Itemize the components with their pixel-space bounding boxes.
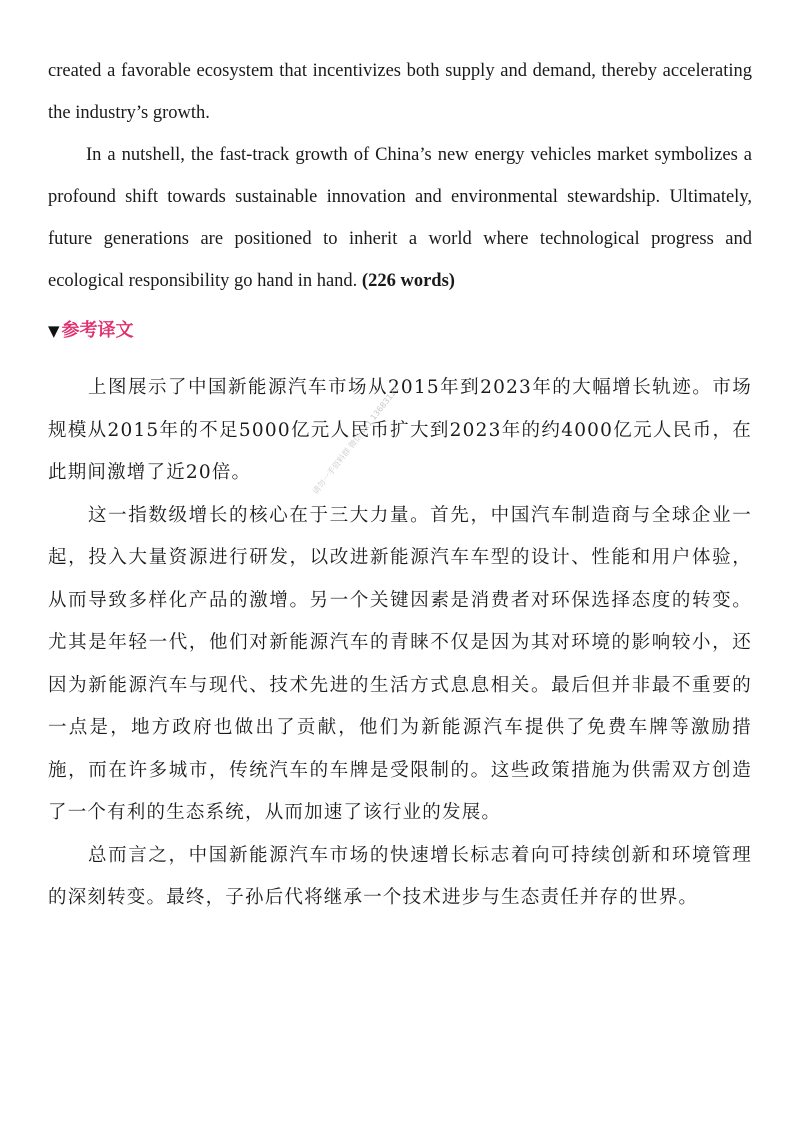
english-conclusion-text: In a nutshell, the fast-track growth of China’s new energy vehicles market symbolizes a profound shift towards sustainable innovation and environmental stewardship. Ultimately, future generations are positioned to inherit a world where technological progress and ecological responsibility go hand in hand. (48, 145, 752, 291)
section-heading (48, 317, 134, 345)
english-essay (48, 50, 752, 302)
section-title: 参考译文 (61, 320, 134, 341)
english-paragraph-continued: created a favorable ecosystem that incentivizes both supply and demand, thereby accelerating the industry’s growth. (48, 61, 752, 123)
triangle-down-icon: ▼ (48, 322, 60, 340)
chinese-paragraph-3: 总而言之，中国新能源汽车市场的快速增长标志着向可持续创新和环境管理的深刻转变。最终，子孙后代将继承一个技术进步与生态责任并存的世界。 (48, 844, 752, 908)
chinese-paragraph-1: 上图展示了中国新能源汽车市场从2015年到2023年的大幅增长轨迹。市场规模从2015年的不足5000亿元人民币扩大到2023年的约4000亿元人民币，在此期间激增了近20倍。 (48, 377, 752, 483)
word-count: (226 words) (361, 271, 455, 291)
chinese-translation (48, 367, 752, 920)
watermark: 请勿一手资料群 微信 vx1 13683121 (310, 384, 401, 497)
english-paragraph-conclusion (48, 134, 752, 302)
chinese-paragraph-2: 这一指数级增长的核心在于三大力量。首先，中国汽车制造商与全球企业一起，投入大量资源进行研发，以改进新能源汽车车型的设计、性能和用户体验，从而导致多样化产品的激增。另一个关键因素是消费者对环保选择态度的转变。尤其是年轻一代，他们对新能源汽车的青睐不仅是因为其对环境的影响较小，还因为新能源汽车与现代、技术先进的生活方式息息相关。最后但并非最不重要的一点是，地方政府也做出了贡献，他们为新能源汽车提供了免费车牌等激励措施，而在许多城市，传统汽车的车牌是受限制的。这些政策措施为供需双方创造了一个有利的生态系统，从而加速了该行业的发展。 (48, 504, 752, 823)
